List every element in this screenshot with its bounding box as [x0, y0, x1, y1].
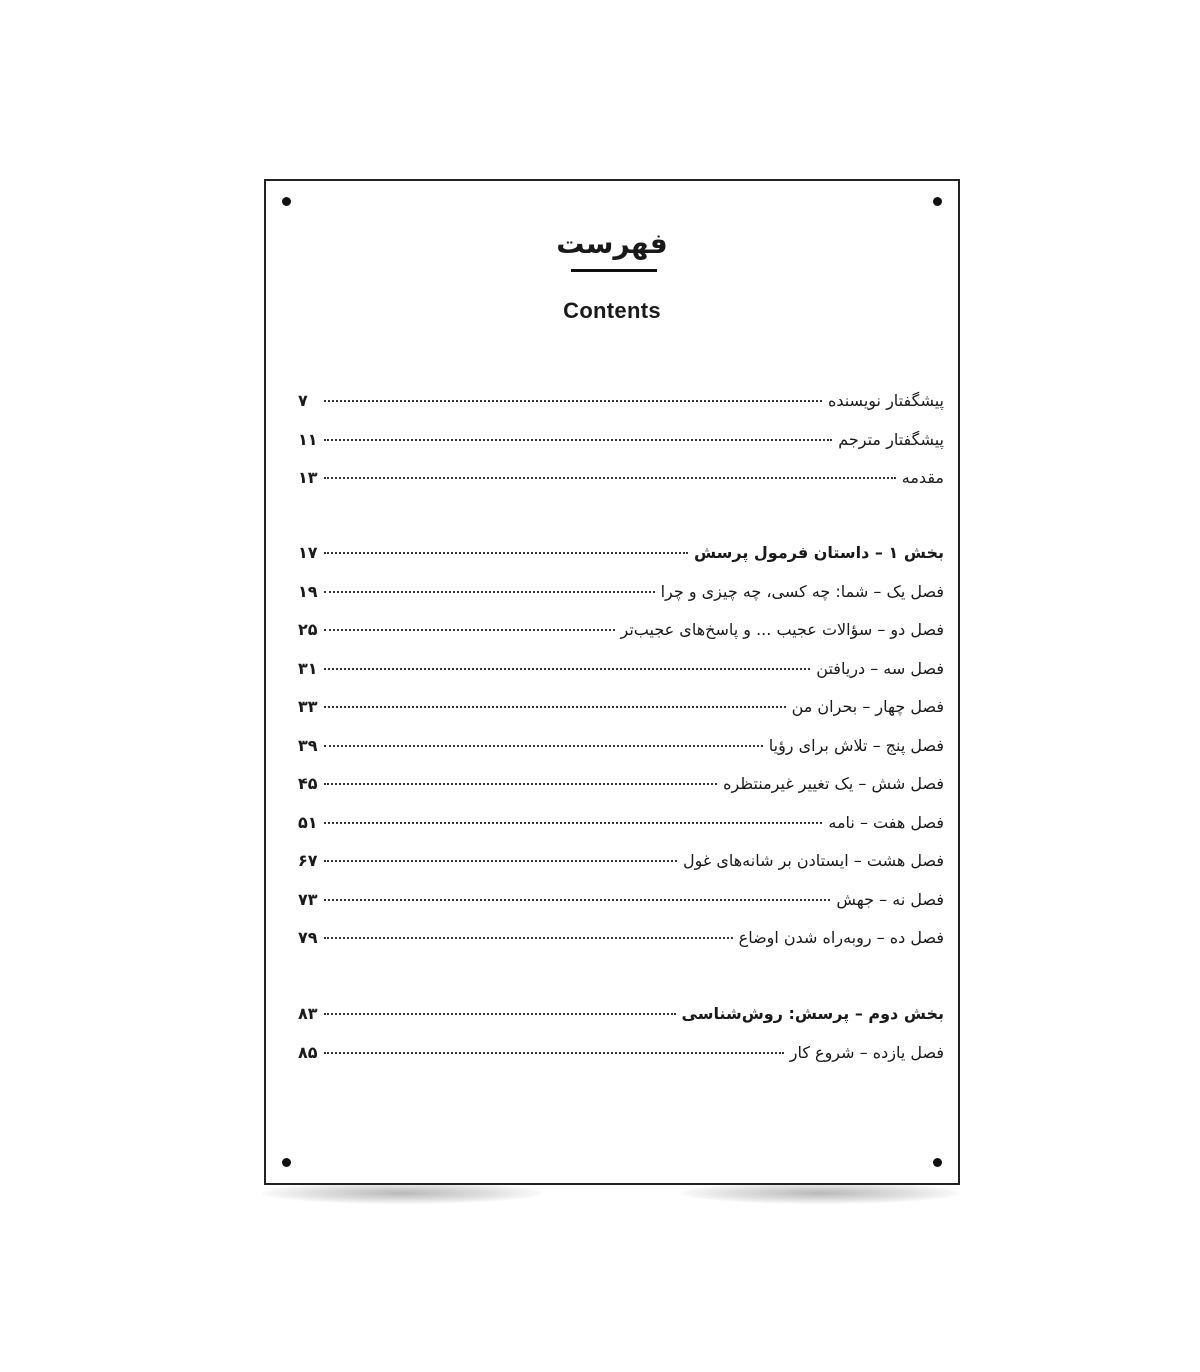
toc-entry [298, 1043, 944, 1082]
book-page [264, 179, 960, 1185]
toc-part-heading [298, 1004, 944, 1043]
toc-entry-title: پیشگفتار مترجم [838, 429, 944, 449]
toc-page-number: ۵۱ [298, 812, 318, 832]
toc-entry [298, 736, 944, 775]
dot-leader [324, 899, 830, 901]
dot-leader [324, 591, 655, 593]
dot-leader [324, 822, 822, 824]
dot-leader [324, 477, 896, 479]
toc-entry-title: فصل ده – روبه‌راه شدن اوضاع [738, 928, 944, 947]
dot-leader [324, 439, 832, 441]
toc-page-number: ۱۱ [298, 429, 318, 449]
toc-entry-title: فصل پنج – تلاش برای رؤیا [768, 735, 944, 755]
toc-entry [298, 659, 944, 698]
toc-entry [298, 391, 944, 430]
dot-leader [324, 860, 677, 862]
toc-page-number: ۸۵ [298, 1042, 318, 1062]
dot-leader [324, 552, 688, 554]
page-shadow [680, 1182, 960, 1204]
toc-part-two [298, 1004, 944, 1081]
toc-page-number: ۳۹ [298, 735, 318, 755]
toc-entry [298, 774, 944, 813]
page-title-persian: فهرست [556, 227, 668, 260]
toc-page-number: ۳۳ [298, 697, 318, 716]
toc-entry-title: پیشگفتار نویسنده [827, 391, 944, 410]
toc-entry [298, 697, 944, 736]
title-underline [571, 269, 657, 272]
toc-page-number: ۶۷ [298, 851, 318, 870]
toc-entry-title: مقدمه [901, 468, 944, 487]
dot-leader [324, 745, 763, 747]
toc-entry-title: بخش ۱ – داستان فرمول پرسش [694, 543, 944, 562]
toc-entry [298, 582, 944, 621]
toc-page-number: ۱۳ [298, 468, 318, 487]
toc-part-heading [298, 543, 944, 582]
toc-entry [298, 851, 944, 890]
dot-leader [324, 629, 615, 631]
toc-entry-title: فصل هفت – نامه [828, 812, 944, 832]
toc-entry-title: فصل یک – شما: چه کسی، چه چیزی و چرا [660, 581, 944, 601]
toc-page-number: ۲۵ [298, 620, 318, 639]
toc-part-one [298, 543, 944, 967]
toc-entry [298, 620, 944, 659]
toc-front-matter [298, 391, 944, 507]
toc-page-number: ۳۱ [298, 658, 318, 678]
toc-entry [298, 928, 944, 967]
toc-entry [298, 468, 944, 507]
dot-leader [324, 706, 786, 708]
page-shadow [262, 1182, 542, 1204]
toc-entry [298, 430, 944, 469]
toc-entry-title: فصل دو – سؤالات عجیب ... و پاسخ‌های عجیب‌تر [620, 620, 944, 639]
toc-entry [298, 890, 944, 929]
toc-page-number: ۷ [298, 391, 308, 410]
toc-entry [298, 813, 944, 852]
toc-entry-title: فصل سه – دریافتن [816, 658, 944, 678]
toc-entry-title: فصل نه – جهش [836, 889, 944, 909]
toc-entry-title: فصل شش – یک تغییر غیرمنتظره [723, 774, 944, 793]
dot-leader [324, 1052, 784, 1054]
dot-leader [324, 783, 717, 785]
dot-leader [324, 937, 733, 939]
toc-page-number: ۴۵ [298, 774, 318, 793]
toc-entry-title: بخش دوم – پرسش: روش‌شناسی [681, 1004, 944, 1023]
toc-page-number: ۷۹ [298, 928, 318, 947]
toc-entry-title: فصل چهار – بحران من [791, 697, 944, 716]
corner-dot [933, 1158, 942, 1167]
toc-entry-title: فصل هشت – ایستادن بر شانه‌های غول [682, 851, 944, 870]
toc-page-number: ۱۷ [298, 543, 318, 562]
dot-leader [324, 1013, 676, 1015]
corner-dot [933, 197, 942, 206]
corner-dot [282, 1158, 291, 1167]
toc-page-number: ۸۳ [298, 1004, 318, 1023]
page-title-english: Contents [563, 298, 661, 323]
corner-dot [282, 197, 291, 206]
dot-leader [324, 400, 822, 402]
toc-entry-title: فصل یازده – شروع کار [789, 1042, 944, 1062]
toc-page-number: ۱۹ [298, 581, 318, 601]
dot-leader [324, 668, 810, 670]
toc-page-number: ۷۳ [298, 889, 318, 909]
